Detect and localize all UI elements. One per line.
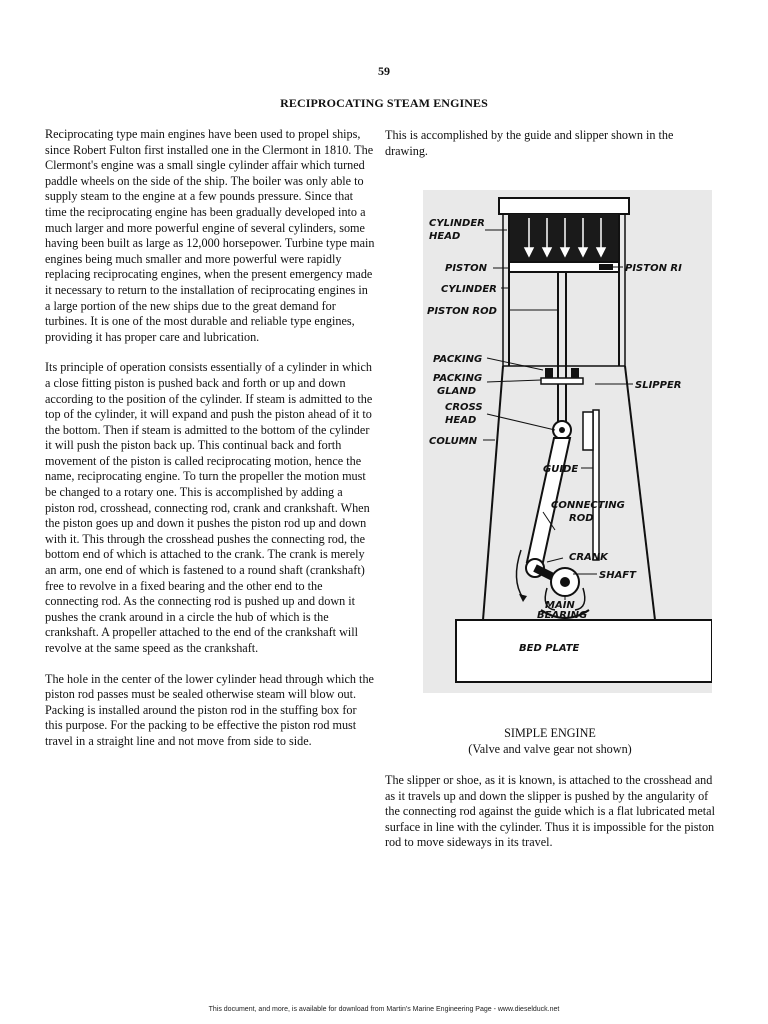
rotation-arrow bbox=[516, 550, 523, 598]
packing-gland bbox=[541, 378, 583, 384]
label-cylinder-head-line1: CYLINDER bbox=[429, 218, 485, 229]
cylinder-head-cap bbox=[499, 198, 629, 214]
label-crank: CRANK bbox=[569, 552, 608, 563]
right-column-closing bbox=[385, 773, 715, 866]
label-bed-plate: BED PLATE bbox=[519, 643, 580, 654]
right-column-intro bbox=[385, 128, 715, 174]
page-number: 59 bbox=[378, 64, 390, 78]
packing-right bbox=[571, 368, 579, 378]
column-left bbox=[483, 366, 503, 620]
simple-engine-diagram bbox=[423, 190, 712, 693]
label-main-bearing-line2: BEARING bbox=[537, 610, 588, 621]
label-packing-gland-line1: PACKING bbox=[433, 373, 483, 384]
label-main-bearing-line1: MAIN bbox=[545, 600, 575, 611]
label-connecting-rod-line2: ROD bbox=[569, 513, 594, 524]
bed-plate bbox=[456, 620, 712, 682]
figure-caption bbox=[385, 726, 715, 757]
label-piston: PISTON bbox=[445, 263, 487, 274]
page-footer: This document, and more, is available for download from Martin's Marine Engineering Page - www.dieselduck.net bbox=[208, 1006, 560, 1013]
paragraph-slipper: The slipper or shoe, as it is known, is attached to the crosshead and as it travels up and down the slipper is pushed by the angularity of the connecting rod against the guide which is a flat lubricated metal surface in line with the cylinder. Thus it is impossible for the piston rod to move sideways in its travel. bbox=[385, 773, 715, 850]
page-title: RECIPROCATING STEAM ENGINES bbox=[280, 96, 488, 110]
guide bbox=[593, 410, 599, 560]
label-piston-rod: PISTON ROD bbox=[427, 306, 497, 317]
piston-ring bbox=[599, 264, 613, 270]
paragraph-history: Reciprocating type main engines have been used to propel ships, since Robert Fulton first installed one in the Clermont in 1810. The Clermont's engine was a small single cylinder affair which turned paddle wheels on the side of the ship. The boiler was only able to supply steam to the engine at a few pounds pressure. Since that time the reciprocating engine has been gradually developed into a much larger and more powerful engine of several cylinders, some having been built as large as 12,000 horsepower. Turbine type main engines being much smaller and more powerful were rapidly replacing reciprocating engines, when the present emergency made it necessary to return to the installation of reciprocating engines in a large portion of the new ships due to the great demand for turbines. It is one of the most durable and reliable type engines, providing it has proper care and lubrication. bbox=[45, 127, 375, 344]
label-guide: GUIDE bbox=[543, 464, 579, 475]
label-connecting-rod-line1: CONNECTING bbox=[551, 500, 625, 511]
caption-subtitle: (Valve and valve gear not shown) bbox=[468, 741, 632, 756]
label-cylinder: CYLINDER bbox=[441, 284, 497, 295]
paragraph-packing: The hole in the center of the lower cylinder head through which the piston rod passes must be sealed otherwise steam will blow out. Packing is installed around the piston rod in the stuffing box for this purpose. For the packing to be effective the piston rod must travel in a straight line and not move from side to side. bbox=[45, 671, 374, 748]
label-packing-gland-line2: GLAND bbox=[437, 386, 476, 397]
label-crosshead-line1: CROSS bbox=[445, 402, 483, 413]
label-slipper: SLIPPER bbox=[635, 380, 682, 391]
left-column bbox=[45, 127, 375, 765]
label-shaft: SHAFT bbox=[599, 570, 636, 581]
packing-left bbox=[545, 368, 553, 378]
slipper bbox=[583, 412, 593, 450]
label-column: COLUMN bbox=[429, 436, 478, 447]
label-piston-ring: PISTON RI bbox=[625, 263, 682, 274]
label-crosshead-line2: HEAD bbox=[445, 415, 477, 426]
column-right bbox=[625, 366, 655, 620]
label-packing: PACKING bbox=[433, 354, 483, 365]
paragraph-principle: Its principle of operation consists essentially of a cylinder in which a close fitting piston is pushed back and forth or up and down according to the position of the cylinder. If steam is admitted to the top of the cylinder, it will expand and push the piston ahead of it to the bottom. Then if steam is admitted to the bottom of the cylinder it will push the piston back up. This continual back and forth movement of the piston is called reciprocating motion, hence the name, reciprocating engine. To turn the propeller the motion must be changed to a rotary one. This is accomplished by adding a piston rod, crosshead, connecting rod, crank and crankshaft. When the piston goes up and down it pushes the piston rod up and down with it. This through the crosshead pushes the connecting rod, the bottom end of which is attached to the crank. The crank is merely an arm, one end of which is fastened to a round shaft (crankshaft) free to revolve in a fixed bearing and the other end to the connecting rod. As the connecting rod is pushed up and down it pushes the crank around in a circle the hub of which is the crankshaft. A propeller attached to the end of the crankshaft will revolve at the same speed as the crankshaft. bbox=[45, 360, 373, 655]
label-cylinder-head-line2: HEAD bbox=[429, 231, 461, 242]
caption-title: SIMPLE ENGINE bbox=[504, 726, 596, 740]
paragraph-guide-intro: This is accomplished by the guide and slipper shown in the drawing. bbox=[385, 128, 674, 158]
